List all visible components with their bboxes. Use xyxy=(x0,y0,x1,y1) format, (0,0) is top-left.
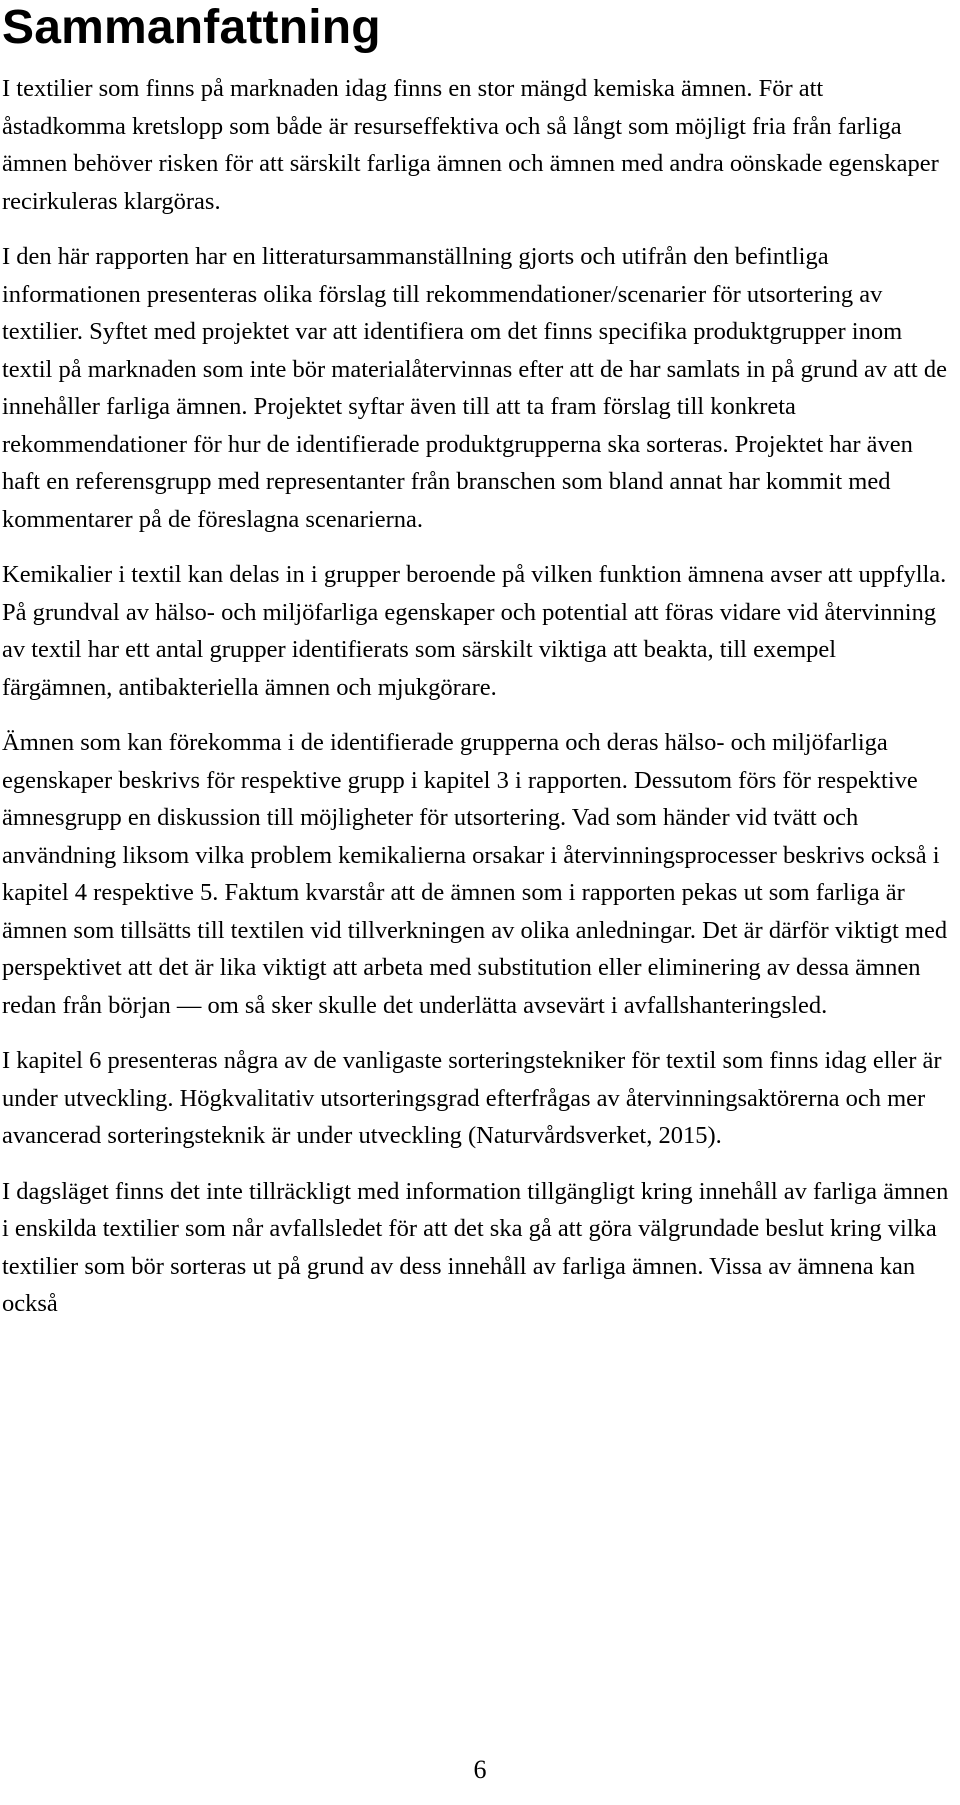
paragraph-chemical-groups: Kemikalier i textil kan delas in i grupper beroende på vilken funktion ämnena avser att uppfylla. På grundval av hälso- och miljöfarliga egenskaper och potential att föras vidare vid återvinning av textil har ett antal grupper identifierats som särskilt viktiga att beakta, till exempel färgämnen, antibakteriella ämnen och mjukgörare. xyxy=(2,561,947,701)
paragraph-report-purpose: I den här rapporten har en litteratursammanställning gjorts och utifrån den befintliga informationen presenteras olika förslag till rekommendationer/scenarier för utsortering av textilier. Syftet med projektet var att identifiera om det finns specifika produktgrupper inom textil på marknaden som inte bör materialåtervinnas efter att de har samlats in på grund av att de innehåller farliga ämnen. Projektet syftar även till att ta fram förslag till konkreta rekommendationer för hur de identifierade produktgrupperna ska sorteras. Projektet har även haft en referensgrupp med representanter från branschen som bland annat har kommit med kommentarer på de föreslagna scenarierna. xyxy=(2,243,947,533)
page-title: Sammanfattning xyxy=(2,1,381,54)
page-number: 6 xyxy=(473,1755,487,1784)
paragraph-current-status: I dagsläget finns det inte tillräckligt med information tillgängligt kring innehåll av farliga ämnen i enskilda textilier som når avfallsledet för att det ska gå att göra välgrundade beslut kring vilka textilier som bör sorteras ut på grund av dess innehåll av farliga ämnen. Vissa av ämnena kan också xyxy=(2,1177,949,1317)
paragraph-sorting-techniques: I kapitel 6 presenteras några av de vanligaste sorteringstekniker för textil som finns idag eller är under utveckling. Högkvalitativ utsorteringsgrad efterfrågas av återvinningsaktörerna och mer avancerad sorteringsteknik är under utveckling (Naturvårdsverket, 2015). xyxy=(2,1047,942,1149)
paragraph-intro: I textilier som finns på marknaden idag finns en stor mängd kemiska ämnen. För att åstadkomma kretslopp som både är resurseffektiva och så långt som möjligt fria från farliga ämnen behöver risken för att särskilt farliga ämnen och ämnen med andra oönskade egenskaper recirkuleras klargöras. xyxy=(2,75,939,215)
paragraph-substances: Ämnen som kan förekomma i de identifierade grupperna och deras hälso- och miljöfarliga egenskaper beskrivs för respektive grupp i kapitel 3 i rapporten. Dessutom förs för respektive ämnesgrupp en diskussion till möjligheter för utsortering. Vad som händer vid tvätt och användning liksom vilka problem kemikalierna orsakar i återvinningsprocesser beskrivs också i kapitel 4 respektive 5. Faktum kvarstår att de ämnen som i rapporten pekas ut som farliga är ämnen som tillsätts till textilen vid tillverkningen av olika anledningar. Det är därför viktigt med perspektivet att det är lika viktigt att arbeta med substitution eller eliminering av dessa ämnen redan från början — om så sker skulle det underlätta avsevärt i avfallshanteringsled. xyxy=(2,729,948,1019)
